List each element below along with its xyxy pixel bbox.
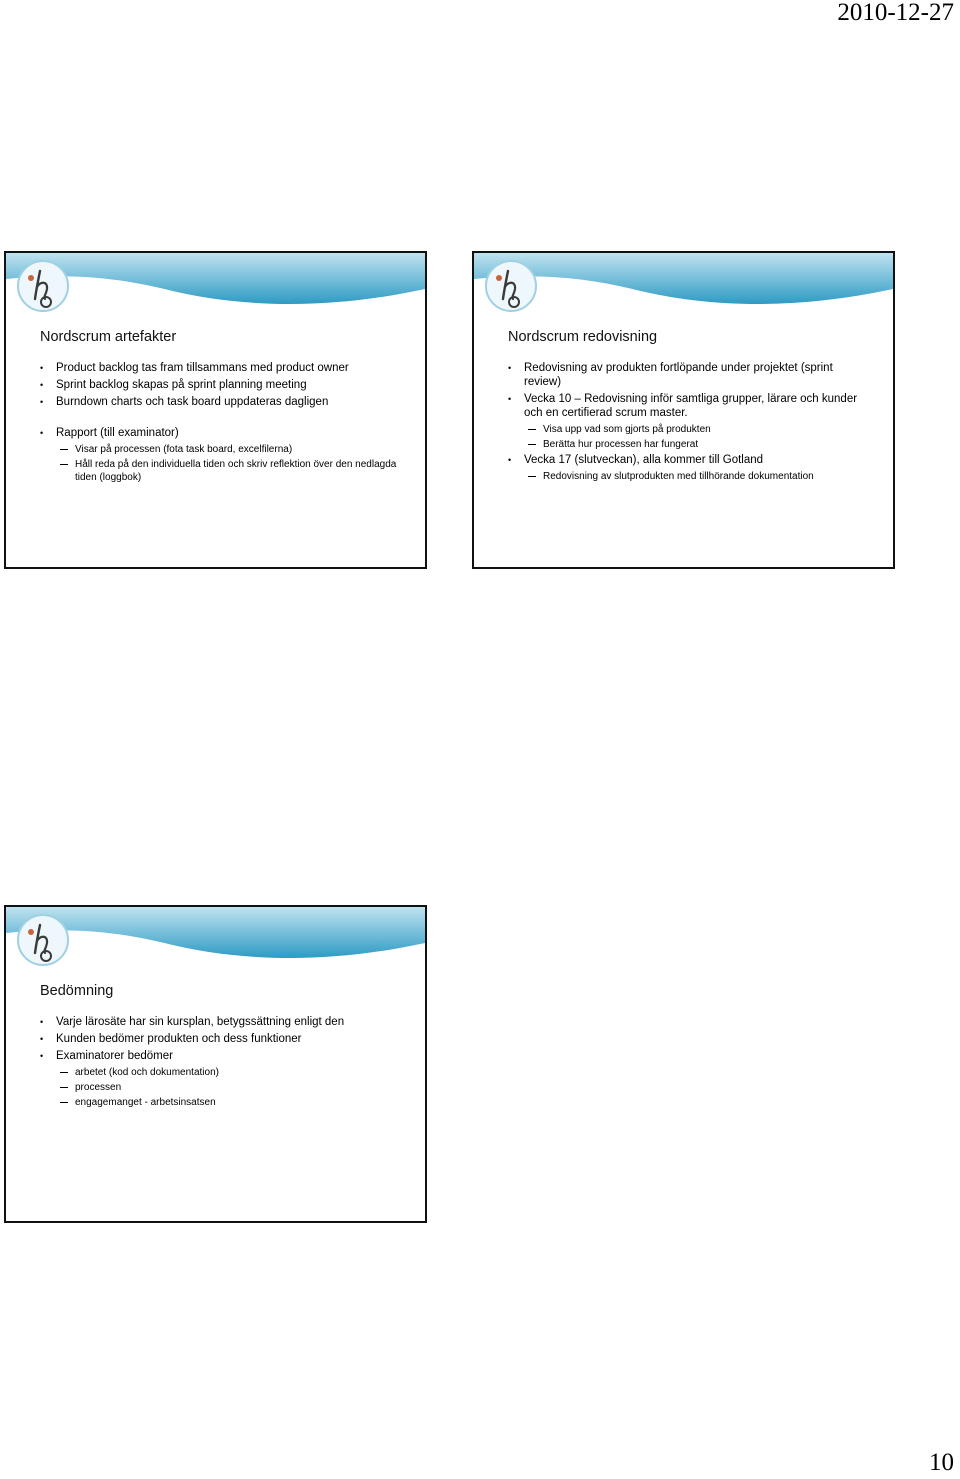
bullet-item: • Varje lärosäte har sin kursplan, betygssättning enligt den bbox=[40, 1015, 405, 1029]
sub-bullet-item: Redovisning av slutprodukten med tillhörande dokumentation bbox=[508, 470, 873, 483]
bullet-item: • Kunden bedömer produkten och dess funktioner bbox=[40, 1032, 405, 1046]
slide-content bbox=[40, 1015, 405, 1111]
slide-content bbox=[40, 361, 405, 486]
bullet-item: • Product backlog tas fram tillsammans med product owner bbox=[40, 361, 405, 375]
sub-bullet-item: arbetet (kod och dokumentation) bbox=[40, 1066, 405, 1079]
sub-bullet-item: Visa upp vad som gjorts på produkten bbox=[508, 423, 873, 436]
slide-nordscrum-redovisning bbox=[472, 251, 895, 569]
hg-logo-icon bbox=[16, 913, 70, 967]
bullet-item: • Vecka 10 – Redovisning inför samtliga grupper, lärare och kunder och en certifierad scrum master. bbox=[508, 392, 873, 420]
bullet-item: • Rapport (till examinator) bbox=[40, 426, 405, 440]
page-date: 2010-12-27 bbox=[837, 0, 954, 26]
sub-bullet-item: Visar på processen (fota task board, excelfilerna) bbox=[40, 443, 405, 456]
hg-logo-icon bbox=[16, 259, 70, 313]
page-number: 10 bbox=[929, 1449, 954, 1476]
slide-title: Bedömning bbox=[40, 983, 114, 999]
sub-bullet-item: engagemanget - arbetsinsatsen bbox=[40, 1096, 405, 1109]
bullet-item: • Burndown charts och task board uppdateras dagligen bbox=[40, 395, 405, 409]
hg-logo-icon bbox=[484, 259, 538, 313]
bullet-item: • Redovisning av produkten fortlöpande under projektet (sprint review) bbox=[508, 361, 873, 389]
slide-content bbox=[508, 361, 873, 485]
sub-bullet-item: Håll reda på den individuella tiden och skriv reflektion över den nedlagda tiden (loggbok) bbox=[40, 458, 405, 484]
bullet-item: • Vecka 17 (slutveckan), alla kommer till Gotland bbox=[508, 453, 873, 467]
slide-title: Nordscrum redovisning bbox=[508, 329, 658, 345]
bullet-item: • Sprint backlog skapas på sprint planning meeting bbox=[40, 378, 405, 392]
sub-bullet-item: Berätta hur processen har fungerat bbox=[508, 438, 873, 451]
bullet-item: • Examinatorer bedömer bbox=[40, 1049, 405, 1063]
sub-bullet-item: processen bbox=[40, 1081, 405, 1094]
slide-nordscrum-artefakter bbox=[4, 251, 427, 569]
slide-title: Nordscrum artefakter bbox=[40, 329, 177, 345]
slide-bedomning bbox=[4, 905, 427, 1223]
